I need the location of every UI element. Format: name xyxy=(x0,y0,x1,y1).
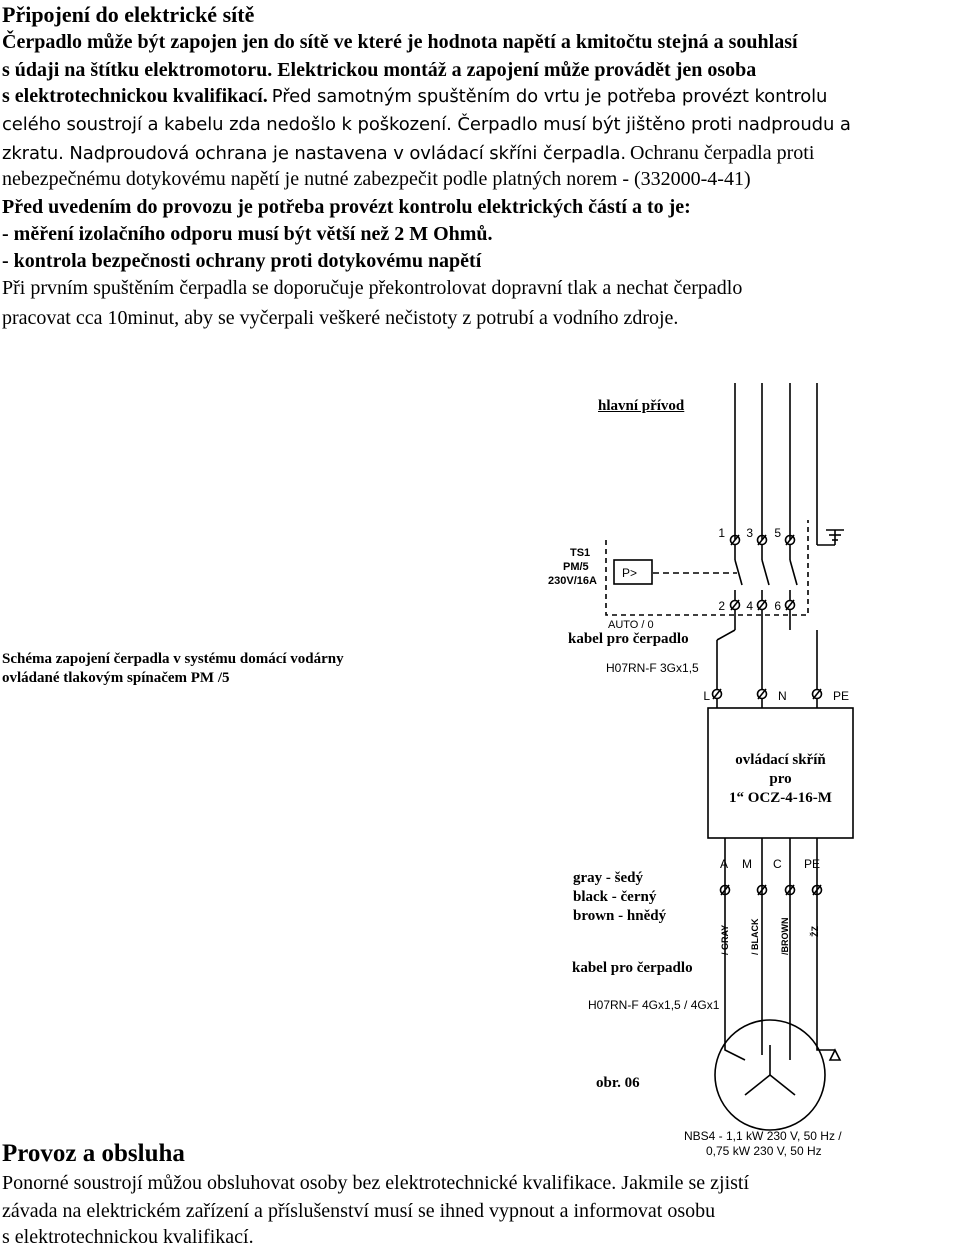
figure-label: obr. 06 xyxy=(596,1075,640,1091)
cable1-label: kabel pro čerpadlo xyxy=(568,631,689,647)
box-terminal-label: L xyxy=(703,689,710,703)
cable2-type: H07RN-F 4Gx1,5 / 4Gx1 xyxy=(588,998,720,1012)
box-terminal-label: N xyxy=(778,689,787,703)
motor-spec: 0,75 kW 230 V, 50 Hz xyxy=(706,1144,822,1158)
switch-type: PM/5 xyxy=(563,561,589,573)
main-supply-label: hlavní přívod xyxy=(598,398,685,414)
switch-rating: 230V/16A xyxy=(548,575,597,587)
paragraph-line: Před uvedením do provozu je potřeba provézt kontrolu elektrických částí a to je: xyxy=(2,196,691,218)
wire-label: / BLACK xyxy=(750,918,760,955)
paragraph-line: závada na elektrickém zařízení a příslušenství musí se ihned vypnout a informovat osobu xyxy=(2,1200,716,1222)
cable1-type: H07RN-F 3Gx1,5 xyxy=(606,661,699,675)
paragraph-line: s údaji na štítku elektromotoru. Elektrickou montáž a zapojení může provádět jen osoba xyxy=(2,59,757,81)
paragraph-line: Ponorné soustrojí můžou obsluhovat osoby bez elektrotechnické kvalifikace. Jakmile se zjistí xyxy=(2,1172,750,1194)
terminal-label: 3 xyxy=(746,526,753,540)
out-terminal-label: PE xyxy=(804,857,821,871)
paragraph-line: Čerpadlo může být zapojen jen do sítě ve které je hodnota napětí a kmitočtu stejná a souhlasí xyxy=(2,31,798,53)
wire-color-legend: gray - šedý xyxy=(573,870,643,886)
pressure-symbol: P> xyxy=(622,566,638,580)
wire-label: /BROWN xyxy=(780,917,790,955)
paragraph-normal-part: Ochranu čerpadla proti xyxy=(630,142,815,164)
paragraph-line: - kontrola bezpečnosti ochrany proti dotykovému napětí xyxy=(2,250,482,272)
scheme-title: Schéma zapojení čerpadla v systému domácí vodárny xyxy=(2,651,344,667)
section-heading-operation: Provoz a obsluha xyxy=(2,1140,185,1167)
cable2-label: kabel pro čerpadlo xyxy=(572,960,693,976)
terminal-label: 2 xyxy=(718,599,725,613)
paragraph-line: - měření izolačního odporu musí být větší než 2 M Ohmů. xyxy=(2,223,493,245)
wire-color-legend: black - černý xyxy=(573,889,657,905)
paragraph-normal-part: Před samotným spuštěním do vrtu je potřeba provézt kontrolu xyxy=(271,86,828,107)
control-box-line: ovládací skříň xyxy=(735,752,826,768)
section-heading-connection: Připojení do elektrické sítě xyxy=(2,2,255,27)
control-box-line: pro xyxy=(769,771,792,787)
paragraph-bold-part: s elektrotechnickou kvalifikací. xyxy=(2,85,268,107)
auto-label: AUTO / 0 xyxy=(608,619,654,631)
terminal-label: 4 xyxy=(746,599,753,613)
terminal-label: 5 xyxy=(774,526,781,540)
terminal-label: 1 xyxy=(718,526,725,540)
out-terminal-label: A xyxy=(720,857,729,871)
out-terminal-label: M xyxy=(742,857,752,871)
control-box-line: 1“ OCZ-4-16-M xyxy=(729,790,832,806)
paragraph-line: s elektrotechnickou kvalifikací. xyxy=(2,1226,254,1248)
paragraph-line: pracovat cca 10minut, aby se vyčerpali veškeré nečistoty z potrubí a vodního zdroje. xyxy=(2,307,679,329)
motor-spec: NBS4 - 1,1 kW 230 V, 50 Hz / xyxy=(684,1129,842,1143)
wire-label: / GRAY xyxy=(720,924,730,955)
scheme-subtitle: ovládané tlakovým spínačem PM /5 xyxy=(2,670,230,686)
paragraph-line: nebezpečnému dotykovému napětí je nutné zabezpečit podle platných norem - (332000-4-41) xyxy=(2,168,751,190)
box-terminal-label: PE xyxy=(833,689,850,703)
terminal-label: 6 xyxy=(774,599,781,613)
wire-color-legend: brown - hnědý xyxy=(573,908,667,924)
wire-label: ŽZ xyxy=(810,926,820,937)
switch-name: TS1 xyxy=(570,547,591,559)
paragraph-line: Při prvním spuštěním čerpadla se doporučuje překontrolovat dopravní tlak a nechat čerpadlo xyxy=(2,277,743,299)
out-terminal-label: C xyxy=(773,857,782,871)
paragraph-normal-part: zkratu. Nadproudová ochrana je nastavena v ovládací skříni čerpadla. xyxy=(2,143,627,164)
paragraph-line: celého soustrojí a kabelu zda nedošlo k poškození. Čerpadlo musí být jištěno proti nadproudu a xyxy=(2,114,851,135)
